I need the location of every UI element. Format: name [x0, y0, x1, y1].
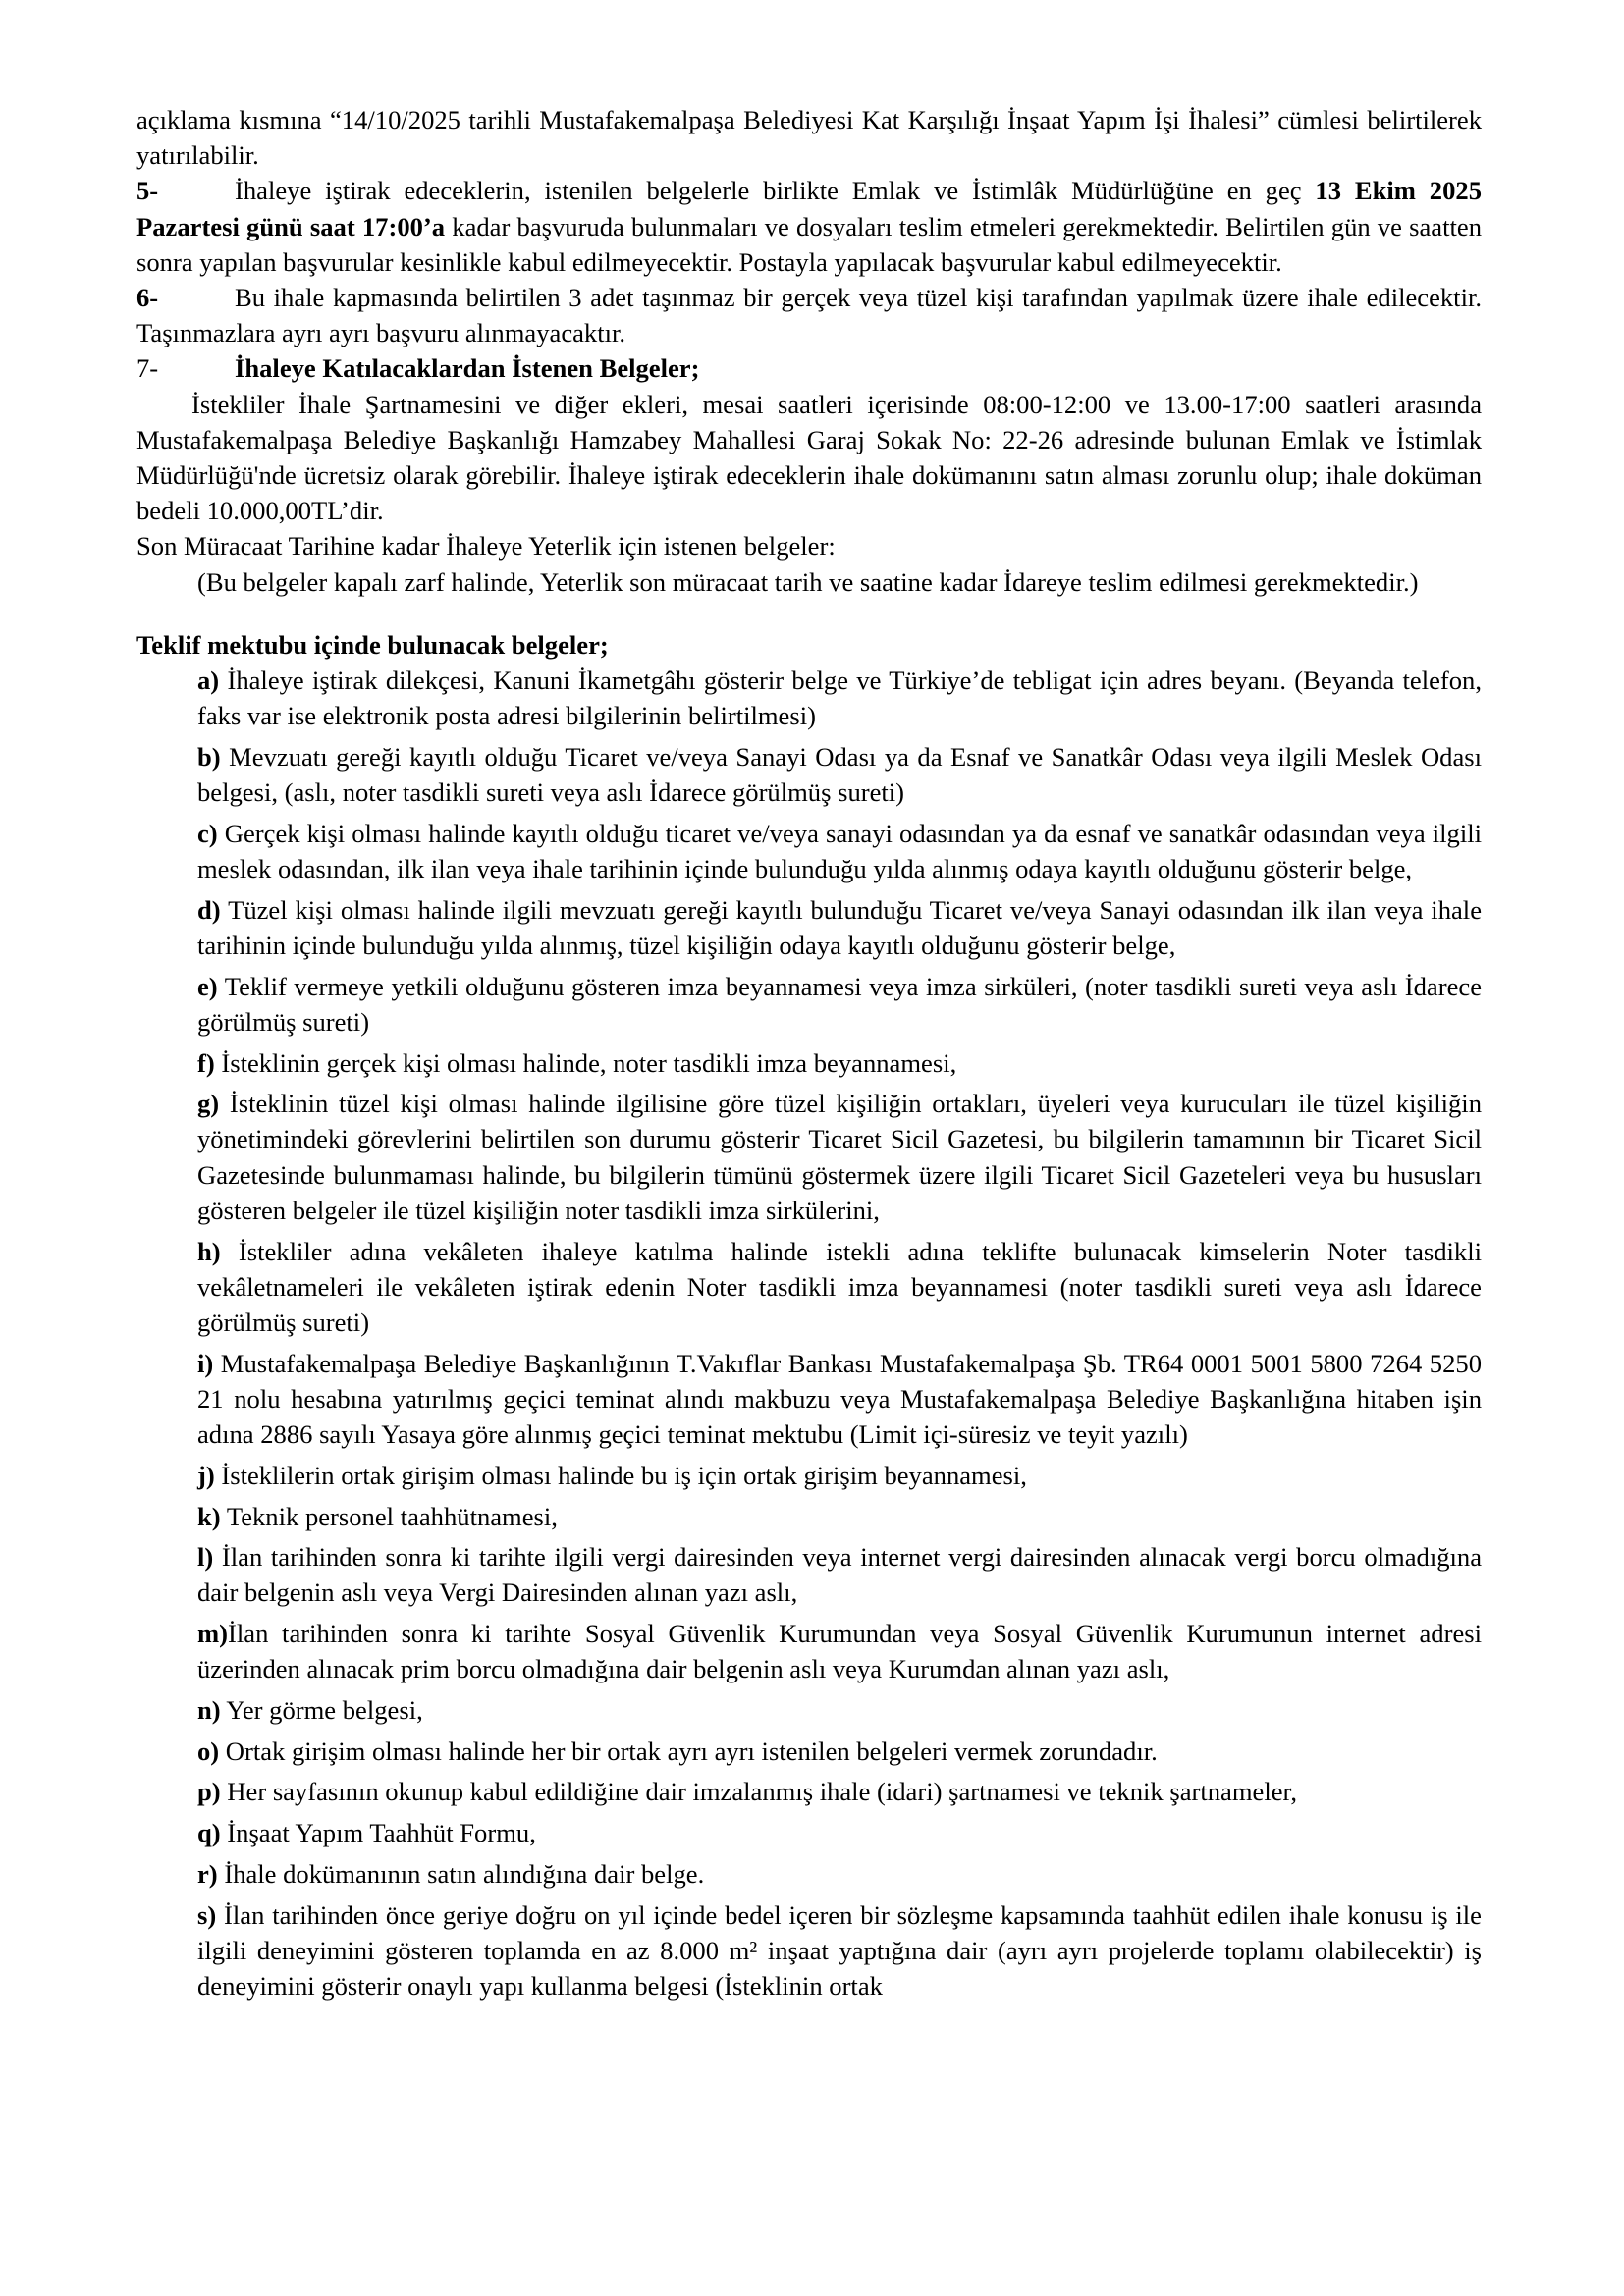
paragraph-7-title: İhaleye Katılacaklardan İstenen Belgeler;: [235, 353, 700, 384]
teklif-item: [197, 1458, 1482, 1493]
teklif-item: [197, 1856, 1482, 1892]
paragraph-6-number: 6-: [136, 283, 159, 313]
teklif-item-label: f): [197, 1047, 215, 1078]
teklif-item-text: Tüzel kişi olması halinde ilgili mevzuatı gereği kayıtlı bulunduğu Ticaret ve/veya Sanayi odasından ilk ilan veya ihale tarihinin içinde bulunduğu yılda alınmış, tüzel kişiliğin odaya kayıtlı olduğunu gösterir belge,: [197, 894, 1482, 960]
teklif-item-text: Mevzuatı gereği kayıtlı olduğu Ticaret ve/veya Sanayi Odası ya da Esnaf ve Sanatkâr Odası veya ilgili Meslek Odası belgesi, (aslı, noter tasdikli sureti veya aslı İdarece görülmüş sureti): [197, 741, 1482, 808]
teklif-item-text: Gerçek kişi olması halinde kayıtlı olduğu ticaret ve/veya sanayi odasından ya da esnaf ve sanatkâr odasından veya ilgili meslek odasından, ilk ilan veya ihale tarihinin içinde bulunduğu yılda alınmış odaya kayıtlı olduğunu gösterir belge,: [197, 818, 1482, 884]
teklif-item-text: Yer görme belgesi,: [220, 1695, 423, 1726]
teklif-item-label: r): [197, 1858, 218, 1889]
paragraph-5-text-b: kadar başvuruda bulunmaları ve dosyaları teslim etmeleri gerekmektedir. Belirtilen gün ve saatten sonra yapılan başvurular kesinlikle kabul edilmeyecektir. Postayla yapılacak başvurular kabul edilmeyecektir.: [136, 211, 1482, 277]
teklif-item-text: Ortak girişim olması halinde her bir ortak ayrı ayrı istenilen belgeleri vermek zorundadır.: [219, 1735, 1158, 1766]
paragraph-7-note: (Bu belgeler kapalı zarf halinde, Yeterlik son müracaat tarih ve saatine kadar İdareye teslim edilmesi gerekmektedir.): [197, 566, 1419, 597]
teklif-item-label: i): [197, 1348, 214, 1378]
paragraph-6-text: Bu ihale kapmasında belirtilen 3 adet taşınmaz bir gerçek veya tüzel kişi tarafından yapılmak üzere ihale edilecektir. Taşınmazlara ayrı ayrı başvuru alınmayacaktır.: [136, 283, 1482, 348]
teklif-item-label: l): [197, 1542, 214, 1573]
teklif-item-text: İnşaat Yapım Taahhüt Formu,: [220, 1818, 536, 1848]
teklif-item-text: İsteklilerin ortak girişim olması halinde bu iş için ortak girişim beyannamesi,: [214, 1460, 1027, 1490]
teklif-item-label: b): [197, 741, 221, 772]
teklif-item-text: Teklif vermeye yetkili olduğunu gösteren imza beyannamesi veya imza sirküleri, (noter tasdikli sureti veya aslı İdarece görülmüş sureti): [197, 971, 1482, 1037]
teklif-item-text: İsteklinin gerçek kişi olması halinde, noter tasdikli imza beyannamesi,: [214, 1047, 957, 1078]
teklif-item-text: İsteklinin tüzel kişi olması halinde ilgilisine göre tüzel kişiliğin ortakları, üyeleri veya kurucuları ile tüzel kişiliğin yönetimindeki görevlerini belirtilen son durumu gösterir Ticaret Sicil Gazetesi, bu bilgilerin tamamının bir Ticaret Sicil Gazetesinde bulunmaması halinde, bu bilgilerin tümünü göstermek üzere ilgili Ticaret Sicil Gazeteleri veya bu hususları gösteren belgeler ile tüzel kişiliğin noter tasdikli imza sirkülerini,: [197, 1089, 1482, 1225]
teklif-item-label: n): [197, 1695, 221, 1726]
teklif-item: [197, 663, 1482, 733]
paragraph-6: [136, 280, 1482, 350]
teklif-items-list: [197, 663, 1482, 2003]
teklif-item-text: Teknik personel taahhütnamesi,: [220, 1501, 558, 1531]
teklif-item-text: İhale dokümanının satın alındığına dair belge.: [217, 1858, 705, 1889]
teklif-item: [197, 739, 1482, 810]
paragraph-7-heading: [136, 350, 1482, 386]
teklif-item-text: İlan tarihinden önce geriye doğru on yıl içinde bedel içeren bir sözleşme kapsamında taahhüt edilen ihale konusu iş ile ilgili deneyimini gösteren toplamda en az 8.000 m² inşaat yaptığına dair (ayrı ayrı projelerde toplamı olabilecektir) iş deneyimini gösterir onaylı yapı kullanma belgesi (İsteklinin ortak: [197, 1899, 1482, 2001]
paragraph-5-deadline: 13 Ekim 2025 Pazartesi günü saat 17:00’a: [136, 176, 1482, 241]
spacer: [136, 600, 1482, 627]
paragraph-5-number: 5-: [136, 176, 159, 206]
paragraph-7-son-muracaat: Son Müracaat Tarihine kadar İhaleye Yeterlik için istenen belgeler:: [136, 531, 836, 561]
teklif-item: [197, 1897, 1482, 2004]
teklif-item: [197, 1234, 1482, 1341]
teklif-item-text: Mustafakemalpaşa Belediye Başkanlığının T.Vakıflar Bankası Mustafakemalpaşa Şb. TR64 0001 5001 5800 7264 5250 21 nolu hesabına yatırılmış geçici teminat alındı makbuzu veya Mustafakemalpaşa Belediye Başkanlığına hitaben işin adına 2886 sayılı Yasaya göre alınmış geçici teminat mektubu (Limit içi-süresiz ve teyit yazılı): [197, 1348, 1482, 1450]
teklif-item-label: c): [197, 818, 218, 848]
teklif-item: [197, 1045, 1482, 1081]
teklif-item-text: İlan tarihinden sonra ki tarihte Sosyal Güvenlik Kurumundan veya Sosyal Güvenlik Kurumunun internet adresi üzerinden alınacak prim borcu olmadığına dair belgenin aslı veya Kurumdan alınan yazı aslı,: [197, 1619, 1482, 1684]
teklif-item: [197, 892, 1482, 963]
document-page: [136, 102, 1482, 2009]
paragraph-5-text-a: İhaleye iştirak edeceklerin, istenilen belgelerle birlikte Emlak ve İstimlâk Müdürlüğüne en geç: [235, 176, 1316, 206]
teklif-item-label: k): [197, 1501, 221, 1531]
teklif-heading: Teklif mektubu içinde bulunacak belgeler;: [136, 629, 609, 660]
intro-paragraph: açıklama kısmına “14/10/2025 tarihli Mustafakemalpaşa Belediyesi Kat Karşılığı İnşaat Yapım İşi İhalesi” cümlesi belirtilerek yatırılabilir.: [136, 105, 1482, 171]
teklif-item: [197, 1539, 1482, 1610]
teklif-item-label: o): [197, 1735, 220, 1766]
teklif-item: [197, 1774, 1482, 1809]
teklif-item: [197, 1616, 1482, 1686]
teklif-item-label: p): [197, 1777, 221, 1807]
teklif-item-label: q): [197, 1818, 221, 1848]
teklif-item: [197, 1692, 1482, 1728]
teklif-item: [197, 816, 1482, 886]
teklif-item: [197, 969, 1482, 1040]
teklif-item: [197, 1815, 1482, 1850]
teklif-item-text: İlan tarihinden sonra ki tarihte ilgili vergi dairesinden veya internet vergi dairesinden alınacak vergi borcu olmadığına dair belgenin aslı veya Vergi Dairesinden alınan yazı aslı,: [197, 1542, 1482, 1608]
teklif-item-label: s): [197, 1899, 217, 1930]
teklif-item-label: e): [197, 971, 218, 1001]
teklif-item-label: d): [197, 894, 221, 925]
teklif-item-label: j): [197, 1460, 215, 1490]
teklif-item: [197, 1734, 1482, 1769]
teklif-item-label: a): [197, 666, 220, 696]
paragraph-7-body: İstekliler İhale Şartnamesini ve diğer ekleri, mesai saatleri içerisinde 08:00-12:00 ve 13.00-17:00 saatleri arasında Mustafakemalpaşa Belediye Başkanlığı Hamzabey Mahallesi Garaj Sokak No: 22-26 adresinde bulunan Emlak ve İstimlak Müdürlüğü'nde ücretsiz olarak görebilir. İhaleye iştirak edeceklerin ihale dokümanını satın alması zorunlu olup; ihale doküman bedeli 10.000,00TL’dir.: [136, 389, 1482, 526]
teklif-item-text: Her sayfasının okunup kabul edildiğine dair imzalanmış ihale (idari) şartnamesi ve teknik şartnameler,: [220, 1777, 1297, 1807]
teklif-item-text: İstekliler adına vekâleten ihaleye katılma halinde istekli adına teklifte bulunacak kimselerin Noter tasdikli vekâletnameleri ile vekâleten iştirak edenin Noter tasdikli imza beyannamesi (noter tasdikli sureti veya aslı İdarece görülmüş sureti): [197, 1236, 1482, 1337]
teklif-item: [197, 1499, 1482, 1534]
paragraph-5: [136, 173, 1482, 280]
teklif-item-label: h): [197, 1236, 221, 1266]
paragraph-7-number: 7-: [136, 353, 159, 384]
teklif-item: [197, 1346, 1482, 1453]
teklif-item-text: İhaleye iştirak dilekçesi, Kanuni İkametgâhı gösterir belge ve Türkiye’de tebligat için adres beyanı. (Beyanda telefon, faks var ise elektronik posta adresi bilgilerinin belirtilmesi): [197, 666, 1482, 731]
teklif-item-label: g): [197, 1089, 220, 1119]
teklif-item: [197, 1086, 1482, 1228]
teklif-item-label: m): [197, 1619, 229, 1649]
